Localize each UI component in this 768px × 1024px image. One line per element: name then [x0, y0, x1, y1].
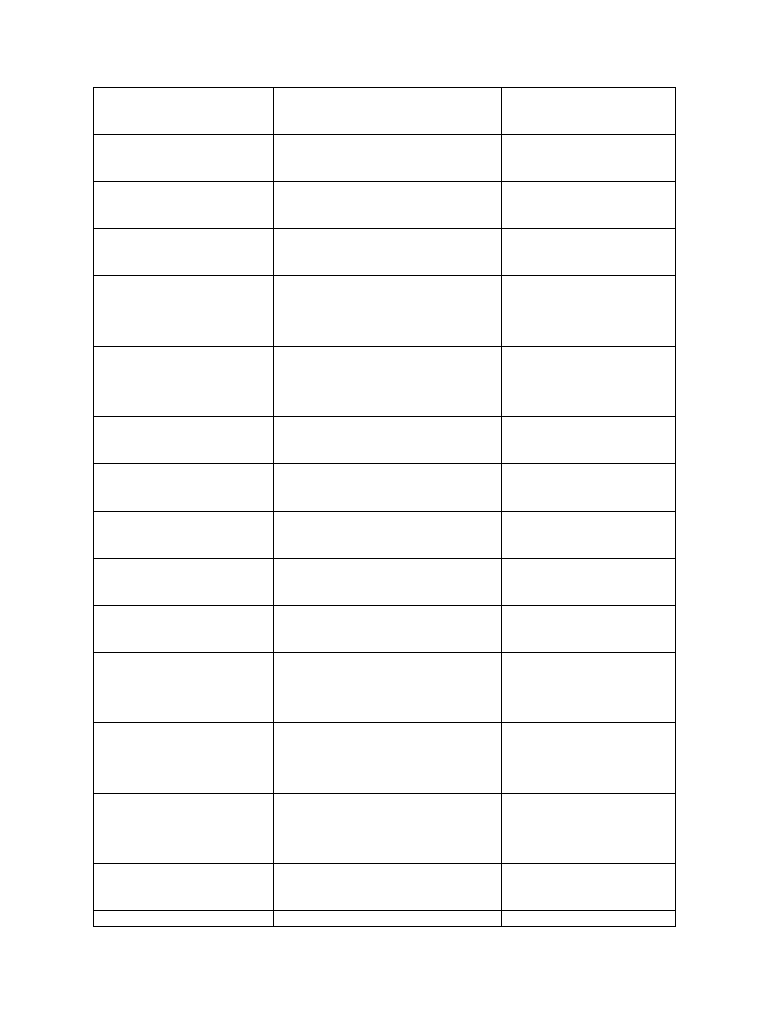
table-cell — [274, 606, 502, 653]
table-cell — [274, 347, 502, 417]
table-cell — [274, 653, 502, 723]
table-row — [94, 559, 676, 606]
table-cell — [94, 182, 274, 229]
table-cell — [274, 88, 502, 135]
table-cell — [94, 347, 274, 417]
table-cell — [274, 794, 502, 864]
table-cell — [94, 653, 274, 723]
table-cell — [94, 864, 274, 911]
table-cell — [94, 417, 274, 464]
table-cell — [274, 135, 502, 182]
table-cell — [274, 276, 502, 347]
table-cell — [502, 88, 676, 135]
table-row — [94, 794, 676, 864]
table-cell — [94, 276, 274, 347]
table-cell — [94, 464, 274, 512]
table-row — [94, 88, 676, 135]
table-cell — [502, 182, 676, 229]
table-row — [94, 135, 676, 182]
table-cell — [502, 723, 676, 794]
table-row — [94, 864, 676, 911]
table-row — [94, 653, 676, 723]
table-cell — [274, 559, 502, 606]
table-cell — [502, 864, 676, 911]
table-cell — [502, 653, 676, 723]
table-cell — [274, 464, 502, 512]
table-cell — [502, 606, 676, 653]
table-cell — [274, 512, 502, 559]
table-cell — [94, 911, 274, 927]
table-row — [94, 182, 676, 229]
table-cell — [274, 229, 502, 276]
table-row — [94, 606, 676, 653]
table-cell — [274, 864, 502, 911]
table-cell — [274, 911, 502, 927]
table-cell — [502, 135, 676, 182]
table-cell — [274, 182, 502, 229]
table-cell — [274, 723, 502, 794]
table-cell — [502, 512, 676, 559]
table-cell — [94, 606, 274, 653]
table-cell — [502, 559, 676, 606]
table-cell — [502, 347, 676, 417]
table-row — [94, 723, 676, 794]
table-cell — [502, 911, 676, 927]
table-cell — [502, 464, 676, 512]
table-cell — [94, 229, 274, 276]
table-row — [94, 229, 676, 276]
table-cell — [274, 417, 502, 464]
table-cell — [502, 417, 676, 464]
table-cell — [94, 559, 274, 606]
table-cell — [502, 229, 676, 276]
table-row — [94, 347, 676, 417]
table-cell — [94, 723, 274, 794]
table-cell — [502, 794, 676, 864]
table-row — [94, 911, 676, 927]
table-cell — [94, 512, 274, 559]
table-cell — [94, 794, 274, 864]
directory-table — [93, 87, 676, 927]
table-row — [94, 417, 676, 464]
table-cell — [502, 276, 676, 347]
table-row — [94, 512, 676, 559]
table-row — [94, 276, 676, 347]
table-cell — [94, 135, 274, 182]
table-cell — [94, 88, 274, 135]
table-row — [94, 464, 676, 512]
